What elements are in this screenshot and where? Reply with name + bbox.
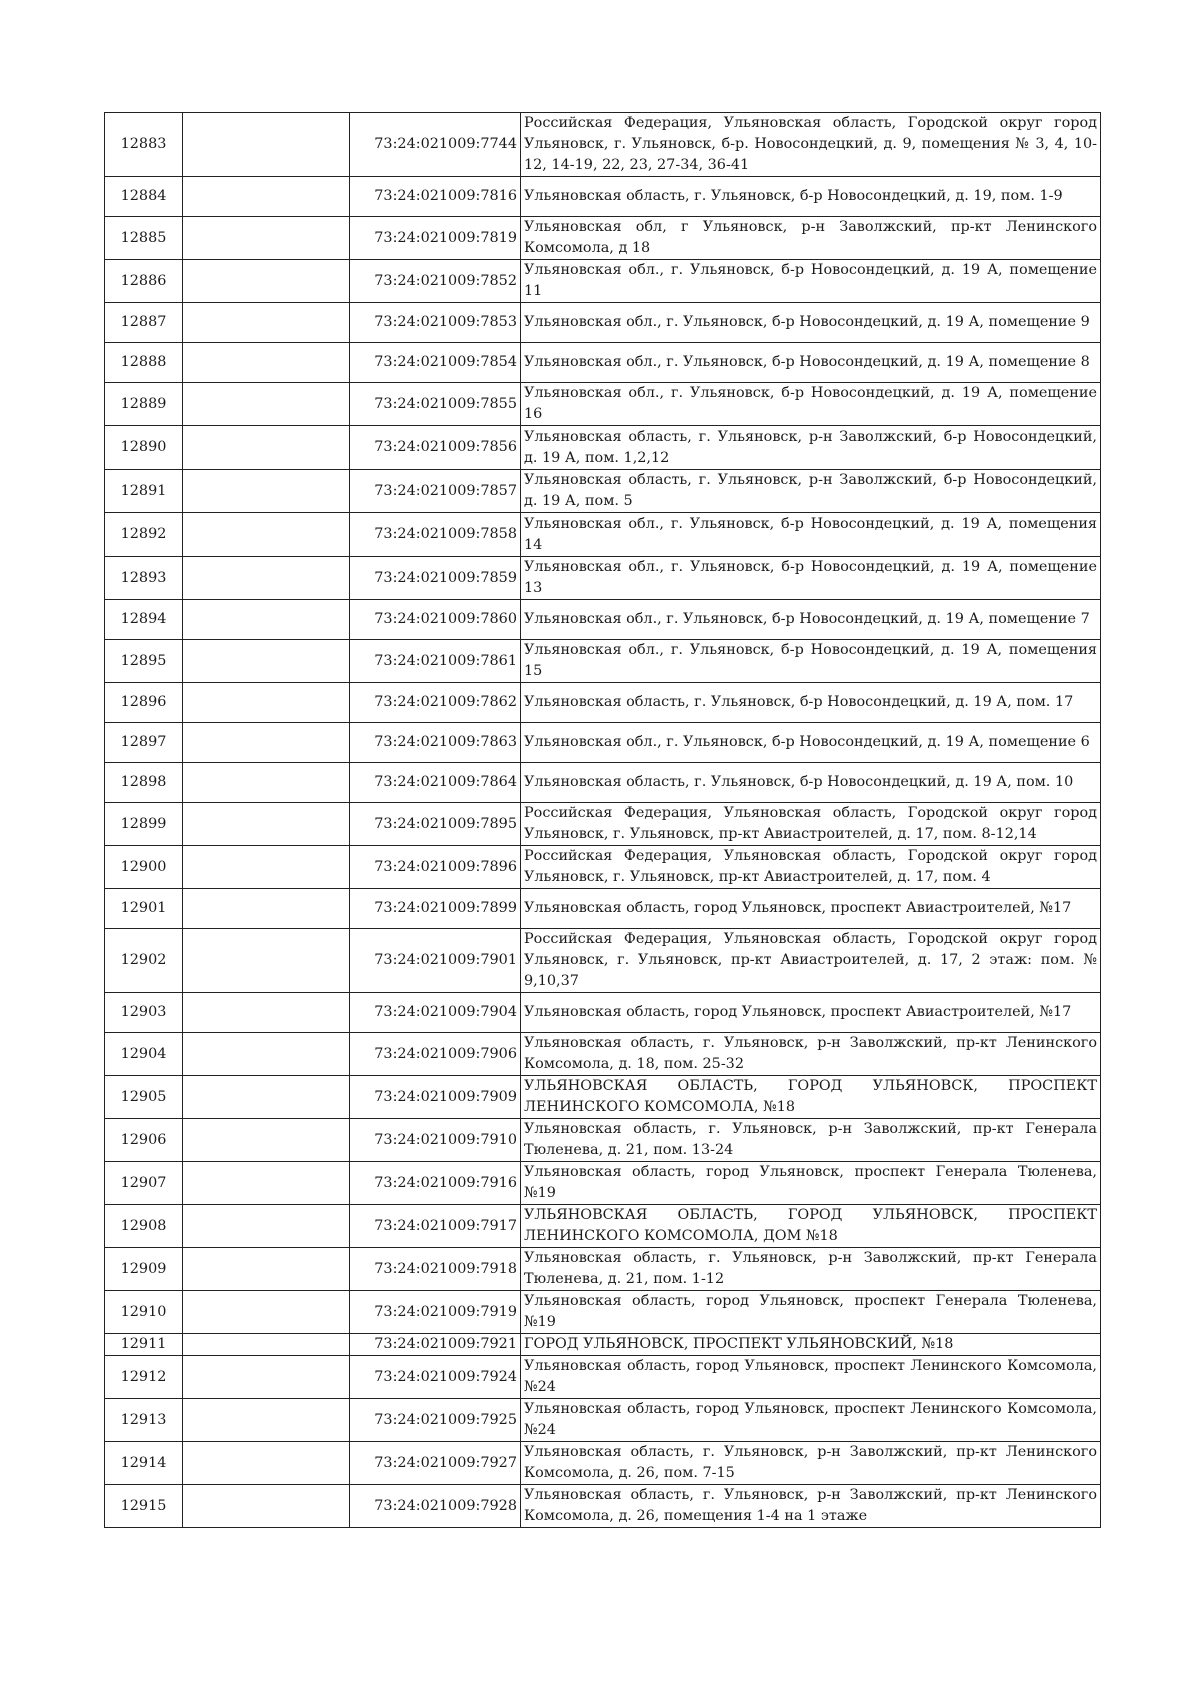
empty-cell (183, 889, 350, 929)
row-number-cell: 12903 (105, 993, 183, 1033)
table-row (105, 723, 1101, 763)
address-cell: УЛЬЯНОВСКАЯ ОБЛАСТЬ, ГОРОД УЛЬЯНОВСК, ПРОСПЕКТ ЛЕНИНСКОГО КОМСОМОЛА, ДОМ №18 (521, 1205, 1101, 1248)
table-row (105, 993, 1101, 1033)
address-cell: Ульяновская обл., г. Ульяновск, б-р Новосондецкий, д. 19 А, помещения 15 (521, 640, 1101, 683)
empty-cell (183, 929, 350, 993)
address-cell: Ульяновская область, г. Ульяновск, б-р Новосондецкий, д. 19 А, пом. 17 (521, 683, 1101, 723)
row-number-cell: 12898 (105, 763, 183, 803)
cadastral-number-cell: 73:24:021009:7901 (350, 929, 521, 993)
table-row (105, 1399, 1101, 1442)
row-number-cell: 12884 (105, 177, 183, 217)
empty-cell (183, 557, 350, 600)
address-cell: Ульяновская область, г. Ульяновск, р-н Заволжский, пр-кт Генерала Тюленева, д. 21, пом. 1-12 (521, 1248, 1101, 1291)
cadastral-number-cell: 73:24:021009:7862 (350, 683, 521, 723)
cadastral-number-cell: 73:24:021009:7863 (350, 723, 521, 763)
row-number-cell: 12891 (105, 470, 183, 513)
cadastral-number-cell: 73:24:021009:7904 (350, 993, 521, 1033)
empty-cell (183, 1291, 350, 1334)
cadastral-number-cell: 73:24:021009:7921 (350, 1334, 521, 1356)
row-number-cell: 12905 (105, 1076, 183, 1119)
row-number-cell: 12913 (105, 1399, 183, 1442)
address-cell: Российская Федерация, Ульяновская область, Городской округ город Ульяновск, г. Ульяновск, б-р. Новосондецкий, д. 9, помещения № 3, 4, 10-12, 14-19, 22, 23, 27-34, 36-41 (521, 113, 1101, 177)
table-row (105, 1205, 1101, 1248)
empty-cell (183, 1033, 350, 1076)
address-cell: ГОРОД УЛЬЯНОВСК, ПРОСПЕКТ УЛЬЯНОВСКИЙ, №18 (521, 1334, 1101, 1356)
cadastral-number-cell: 73:24:021009:7925 (350, 1399, 521, 1442)
empty-cell (183, 1119, 350, 1162)
address-cell: Ульяновская область, город Ульяновск, проспект Ленинского Комсомола, №24 (521, 1356, 1101, 1399)
address-cell: Ульяновская область, г. Ульяновск, р-н Заволжский, б-р Новосондецкий, д. 19 А, пом. 1,2,12 (521, 426, 1101, 470)
row-number-cell: 12886 (105, 260, 183, 303)
address-cell: Российская Федерация, Ульяновская область, Городской округ город Ульяновск, г. Ульяновск, пр-кт Авиастроителей, д. 17, пом. 4 (521, 846, 1101, 889)
row-number-cell: 12883 (105, 113, 183, 177)
table-row (105, 303, 1101, 343)
table-row (105, 260, 1101, 303)
address-cell: Ульяновская обл., г. Ульяновск, б-р Новосондецкий, д. 19 А, помещение 13 (521, 557, 1101, 600)
table-row (105, 383, 1101, 426)
address-cell: Российская Федерация, Ульяновская область, Городской округ город Ульяновск, г. Ульяновск, пр-кт Авиастроителей, д. 17, пом. 8-12,14 (521, 803, 1101, 846)
address-cell: Ульяновская обл., г. Ульяновск, б-р Новосондецкий, д. 19 А, помещение 7 (521, 600, 1101, 640)
table-row (105, 803, 1101, 846)
cadastral-number-cell: 73:24:021009:7855 (350, 383, 521, 426)
empty-cell (183, 1205, 350, 1248)
address-cell: Ульяновская обл., г. Ульяновск, б-р Новосондецкий, д. 19 А, помещение 9 (521, 303, 1101, 343)
table-row (105, 177, 1101, 217)
table-row (105, 1334, 1101, 1356)
cadastral-number-cell: 73:24:021009:7928 (350, 1485, 521, 1528)
row-number-cell: 12911 (105, 1334, 183, 1356)
address-cell: Ульяновская область, г. Ульяновск, р-н Заволжский, пр-кт Ленинского Комсомола, д. 26, помещения 1-4 на 1 этаже (521, 1485, 1101, 1528)
table-row (105, 929, 1101, 993)
empty-cell (183, 303, 350, 343)
registry-table-body (105, 113, 1101, 1528)
address-cell: Ульяновская область, г. Ульяновск, р-н Заволжский, пр-кт Ленинского Комсомола, д. 18, пом. 25-32 (521, 1033, 1101, 1076)
cadastral-number-cell: 73:24:021009:7895 (350, 803, 521, 846)
cadastral-number-cell: 73:24:021009:7896 (350, 846, 521, 889)
empty-cell (183, 1356, 350, 1399)
cadastral-number-cell: 73:24:021009:7859 (350, 557, 521, 600)
row-number-cell: 12899 (105, 803, 183, 846)
cadastral-number-cell: 73:24:021009:7927 (350, 1442, 521, 1485)
empty-cell (183, 763, 350, 803)
row-number-cell: 12914 (105, 1442, 183, 1485)
empty-cell (183, 803, 350, 846)
cadastral-number-cell: 73:24:021009:7909 (350, 1076, 521, 1119)
cadastral-number-cell: 73:24:021009:7816 (350, 177, 521, 217)
table-row (105, 513, 1101, 557)
table-row (105, 426, 1101, 470)
row-number-cell: 12894 (105, 600, 183, 640)
address-cell: Ульяновская область, город Ульяновск, проспект Авиастроителей, №17 (521, 993, 1101, 1033)
empty-cell (183, 1442, 350, 1485)
empty-cell (183, 383, 350, 426)
row-number-cell: 12904 (105, 1033, 183, 1076)
address-cell: Ульяновская обл., г. Ульяновск, б-р Новосондецкий, д. 19 А, помещение 11 (521, 260, 1101, 303)
empty-cell (183, 1334, 350, 1356)
address-cell: Ульяновская обл, г Ульяновск, р-н Заволжский, пр-кт Ленинского Комсомола, д 18 (521, 217, 1101, 260)
cadastral-number-cell: 73:24:021009:7857 (350, 470, 521, 513)
address-cell: Ульяновская область, город Ульяновск, проспект Генерала Тюленева, №19 (521, 1291, 1101, 1334)
table-row (105, 217, 1101, 260)
table-row (105, 889, 1101, 929)
row-number-cell: 12908 (105, 1205, 183, 1248)
row-number-cell: 12893 (105, 557, 183, 600)
empty-cell (183, 177, 350, 217)
address-cell: Ульяновская область, г. Ульяновск, р-н Заволжский, пр-кт Ленинского Комсомола, д. 26, пом. 7-15 (521, 1442, 1101, 1485)
cadastral-number-cell: 73:24:021009:7854 (350, 343, 521, 383)
empty-cell (183, 470, 350, 513)
table-row (105, 1248, 1101, 1291)
empty-cell (183, 993, 350, 1033)
cadastral-number-cell: 73:24:021009:7858 (350, 513, 521, 557)
table-row (105, 600, 1101, 640)
empty-cell (183, 113, 350, 177)
row-number-cell: 12888 (105, 343, 183, 383)
empty-cell (183, 1485, 350, 1528)
table-row (105, 1291, 1101, 1334)
address-cell: Ульяновская область, город Ульяновск, проспект Авиастроителей, №17 (521, 889, 1101, 929)
table-row (105, 1162, 1101, 1205)
cadastral-number-cell: 73:24:021009:7918 (350, 1248, 521, 1291)
table-row (105, 846, 1101, 889)
empty-cell (183, 513, 350, 557)
address-cell: Ульяновская обл., г. Ульяновск, б-р Новосондецкий, д. 19 А, помещение 6 (521, 723, 1101, 763)
empty-cell (183, 343, 350, 383)
empty-cell (183, 723, 350, 763)
cadastral-number-cell: 73:24:021009:7916 (350, 1162, 521, 1205)
empty-cell (183, 1248, 350, 1291)
cadastral-number-cell: 73:24:021009:7819 (350, 217, 521, 260)
table-row (105, 763, 1101, 803)
property-registry-table (104, 112, 1101, 1528)
table-row (105, 683, 1101, 723)
table-row (105, 1033, 1101, 1076)
cadastral-number-cell: 73:24:021009:7906 (350, 1033, 521, 1076)
table-row (105, 557, 1101, 600)
empty-cell (183, 600, 350, 640)
row-number-cell: 12900 (105, 846, 183, 889)
address-cell: Российская Федерация, Ульяновская область, Городской округ город Ульяновск, г. Ульяновск, пр-кт Авиастроителей, д. 17, 2 этаж: пом. № 9,10,37 (521, 929, 1101, 993)
address-cell: УЛЬЯНОВСКАЯ ОБЛАСТЬ, ГОРОД УЛЬЯНОВСК, ПРОСПЕКТ ЛЕНИНСКОГО КОМСОМОЛА, №18 (521, 1076, 1101, 1119)
address-cell: Ульяновская обл., г. Ульяновск, б-р Новосондецкий, д. 19 А, помещение 8 (521, 343, 1101, 383)
address-cell: Ульяновская область, г. Ульяновск, б-р Новосондецкий, д. 19 А, пом. 10 (521, 763, 1101, 803)
row-number-cell: 12910 (105, 1291, 183, 1334)
table-row (105, 470, 1101, 513)
address-cell: Ульяновская обл., г. Ульяновск, б-р Новосондецкий, д. 19 А, помещения 14 (521, 513, 1101, 557)
empty-cell (183, 683, 350, 723)
table-row (105, 640, 1101, 683)
cadastral-number-cell: 73:24:021009:7852 (350, 260, 521, 303)
empty-cell (183, 260, 350, 303)
cadastral-number-cell: 73:24:021009:7919 (350, 1291, 521, 1334)
row-number-cell: 12902 (105, 929, 183, 993)
cadastral-number-cell: 73:24:021009:7860 (350, 600, 521, 640)
table-row (105, 1485, 1101, 1528)
row-number-cell: 12889 (105, 383, 183, 426)
empty-cell (183, 426, 350, 470)
address-cell: Ульяновская область, г. Ульяновск, р-н Заволжский, б-р Новосондецкий, д. 19 А, пом. 5 (521, 470, 1101, 513)
table-row (105, 1119, 1101, 1162)
table-row (105, 113, 1101, 177)
row-number-cell: 12912 (105, 1356, 183, 1399)
row-number-cell: 12906 (105, 1119, 183, 1162)
row-number-cell: 12890 (105, 426, 183, 470)
empty-cell (183, 846, 350, 889)
row-number-cell: 12915 (105, 1485, 183, 1528)
address-cell: Ульяновская область, г. Ульяновск, б-р Новосондецкий, д. 19, пом. 1-9 (521, 177, 1101, 217)
cadastral-number-cell: 73:24:021009:7924 (350, 1356, 521, 1399)
row-number-cell: 12901 (105, 889, 183, 929)
row-number-cell: 12892 (105, 513, 183, 557)
cadastral-number-cell: 73:24:021009:7917 (350, 1205, 521, 1248)
cadastral-number-cell: 73:24:021009:7899 (350, 889, 521, 929)
address-cell: Ульяновская область, город Ульяновск, проспект Генерала Тюленева, №19 (521, 1162, 1101, 1205)
row-number-cell: 12887 (105, 303, 183, 343)
cadastral-number-cell: 73:24:021009:7910 (350, 1119, 521, 1162)
cadastral-number-cell: 73:24:021009:7853 (350, 303, 521, 343)
empty-cell (183, 640, 350, 683)
row-number-cell: 12895 (105, 640, 183, 683)
empty-cell (183, 1162, 350, 1205)
cadastral-number-cell: 73:24:021009:7864 (350, 763, 521, 803)
empty-cell (183, 1076, 350, 1119)
table-row (105, 1076, 1101, 1119)
table-row (105, 1356, 1101, 1399)
empty-cell (183, 1399, 350, 1442)
row-number-cell: 12909 (105, 1248, 183, 1291)
table-row (105, 343, 1101, 383)
row-number-cell: 12907 (105, 1162, 183, 1205)
cadastral-number-cell: 73:24:021009:7744 (350, 113, 521, 177)
row-number-cell: 12885 (105, 217, 183, 260)
row-number-cell: 12896 (105, 683, 183, 723)
row-number-cell: 12897 (105, 723, 183, 763)
address-cell: Ульяновская обл., г. Ульяновск, б-р Новосондецкий, д. 19 А, помещение 16 (521, 383, 1101, 426)
cadastral-number-cell: 73:24:021009:7861 (350, 640, 521, 683)
table-row (105, 1442, 1101, 1485)
empty-cell (183, 217, 350, 260)
address-cell: Ульяновская область, город Ульяновск, проспект Ленинского Комсомола, №24 (521, 1399, 1101, 1442)
address-cell: Ульяновская область, г. Ульяновск, р-н Заволжский, пр-кт Генерала Тюленева, д. 21, пом. 13-24 (521, 1119, 1101, 1162)
cadastral-number-cell: 73:24:021009:7856 (350, 426, 521, 470)
